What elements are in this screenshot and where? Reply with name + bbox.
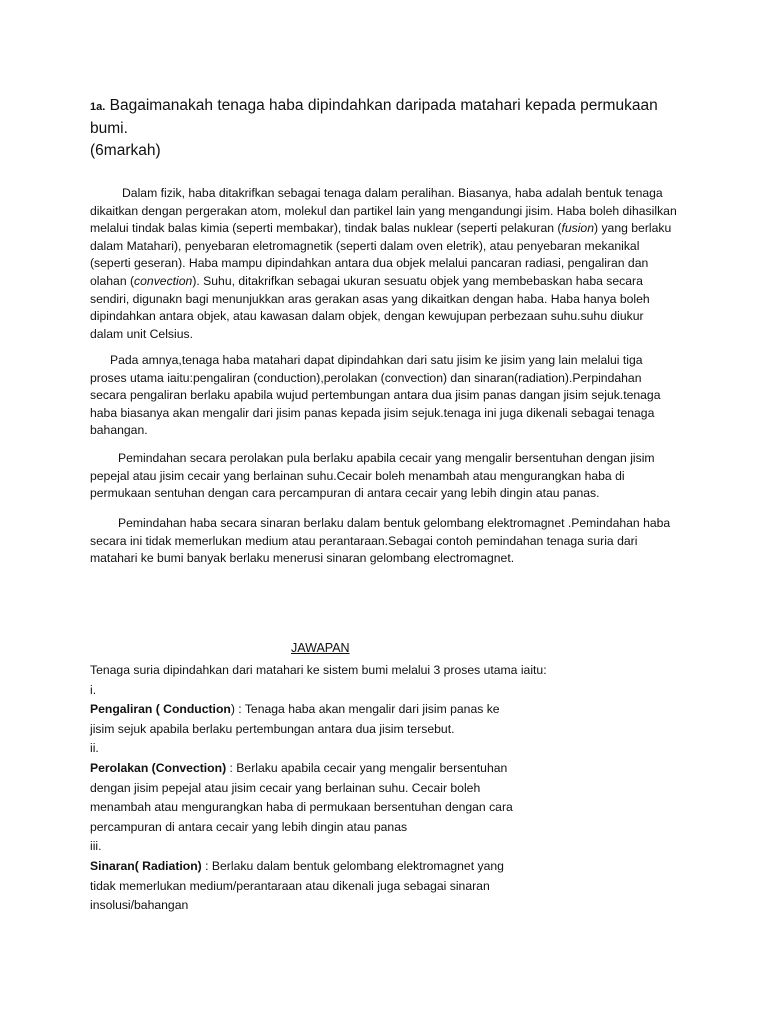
- answer-desc-convection-line3: menambah atau mengurangkan haba di permukaan bersentuhan dengan cara: [90, 800, 513, 815]
- paragraph-definition-part1: Dalam fizik, haba ditakrifkan sebagai tenaga dalam peralihan. Biasanya, haba adalah bentuk tenaga dikaitkan dengan pergerakan atom, molekul dan partikel lain yang mengandungi jisim. Haba boleh dihasilkan melalui tindak balas kimia (seperti membakar), tindak balas nuklear (seperti pelakuran (: [90, 186, 677, 236]
- answer-intro: Tenaga suria dipindahkan dari matahari ke sistem bumi melalui 3 proses utama iaitu:: [90, 663, 547, 677]
- question-number-dot: .: [102, 101, 106, 113]
- answer-heading: JAWAPAN: [291, 641, 350, 655]
- paragraph-processes: Pada amnya,tenaga haba matahari dapat dipindahkan dari satu jisim ke jisim yang lain melalui tiga proses utama iaitu:pengaliran (conduction),perolakan (convection) dan sinaran(radiation).Perpindahan secara pengaliran berlaku apabila wujud pertembungan antara dua jisim panas dangan jisim sejuk.tenaga haba biasanya akan mengalir dari jisim panas kepada jisim sejuk.tenaga ini juga dikenali sebagai tenaga bahangan.: [90, 353, 661, 438]
- question-text: Bagaimanakah tenaga haba dipindahkan daripada matahari kepada permukaan bumi.: [90, 97, 658, 137]
- answer-item-convection: [90, 759, 650, 779]
- answer-numeral-3: iii.: [90, 839, 102, 854]
- answer-term-conduction-text: Pengaliran ( Conduction: [90, 702, 231, 717]
- answer-item-conduction: [90, 700, 650, 720]
- answer-desc-conduction-line2: jisim sejuk apabila berlaku pertembungan antara dua jisim tersebut.: [90, 721, 455, 736]
- answer-numeral-1: i.: [90, 682, 97, 697]
- answer-desc-radiation-line3: insolusi/bahangan: [90, 898, 189, 913]
- answer-term-conduction-close: ): [230, 702, 235, 717]
- answer-desc-convection-line2: dengan jisim pepejal atau jisim cecair yang berlainan suhu. Cecair boleh: [90, 780, 481, 795]
- answer-section: [90, 661, 650, 916]
- paragraph-definition-part2: ) yang berlaku dalam Matahari), penyebaran eletromagnetik (seperti dalam oven eletrik), atau penyebaran mekanikal (seperti geseran). Haba mampu dipindahkan antara dua objek melalui pancaran radiasi, pengaliran dan olahan (: [90, 221, 672, 288]
- paragraph-definition-part3: ). Suhu, ditakrifkan sebagai ukuran sesuatu objek yang membebaskan haba secara sendiri, digunakn bagi menunjukkan aras gerakan asas yang dikaitkan dengan haba. Haba hanya boleh dipindahkan antara objek, atau kawasan dalam objek, dengan kewujupan perbezaan suhu.suhu diukur dalam unit Celsius.: [90, 273, 650, 341]
- question-marks: (6markah): [90, 142, 161, 159]
- term-fusion: fusion: [561, 221, 594, 236]
- answer-desc-convection-line4: percampuran di antara cecair yang lebih dingin atau panas: [90, 819, 408, 834]
- paragraph-radiation: Pemindahan haba secara sinaran berlaku dalam bentuk gelombang elektromagnet .Pemindahan haba secara ini tidak memerlukan medium atau perantaraan.Sebagai contoh pemindahan tenaga suria dari matahari ke bumi banyak berlaku menerusi sinaran gelombang electromagnet.: [90, 516, 671, 566]
- answer-term-convection: Perolakan (Convection): [90, 760, 227, 775]
- paragraph-definition: [90, 185, 680, 343]
- term-convection: convection: [134, 273, 193, 288]
- answer-numeral-2: ii.: [90, 741, 99, 756]
- answer-desc-radiation-line1: : Berlaku dalam bentuk gelombang elektromagnet yang: [201, 858, 504, 873]
- answer-term-radiation: Sinaran( Radiation): [90, 858, 202, 873]
- paragraph-convection: Pemindahan secara perolakan pula berlaku apabila cecair yang mengalir bersentuhan dengan jisim pepejal atau jisim cecair yang berlainan suhu.Cecair boleh menambah atau mengurangkan haba di permukaan sentuhan dengan cara percampuran di antara cecair yang lebih dingin atau panas.: [90, 451, 655, 501]
- question-number: 1a: [90, 101, 103, 113]
- answer-desc-conduction-line1: : Tenaga haba akan mengalir dari jisim panas ke: [234, 702, 500, 717]
- answer-desc-radiation-line2: tidak memerlukan medium/perantaraan atau dikenali juga sebagai sinaran: [90, 878, 490, 893]
- answer-item-radiation: [90, 857, 650, 877]
- answer-desc-convection-line1: : Berlaku apabila cecair yang mengalir bersentuhan: [226, 760, 508, 775]
- question-heading: [90, 95, 690, 162]
- answer-term-conduction: [90, 702, 231, 716]
